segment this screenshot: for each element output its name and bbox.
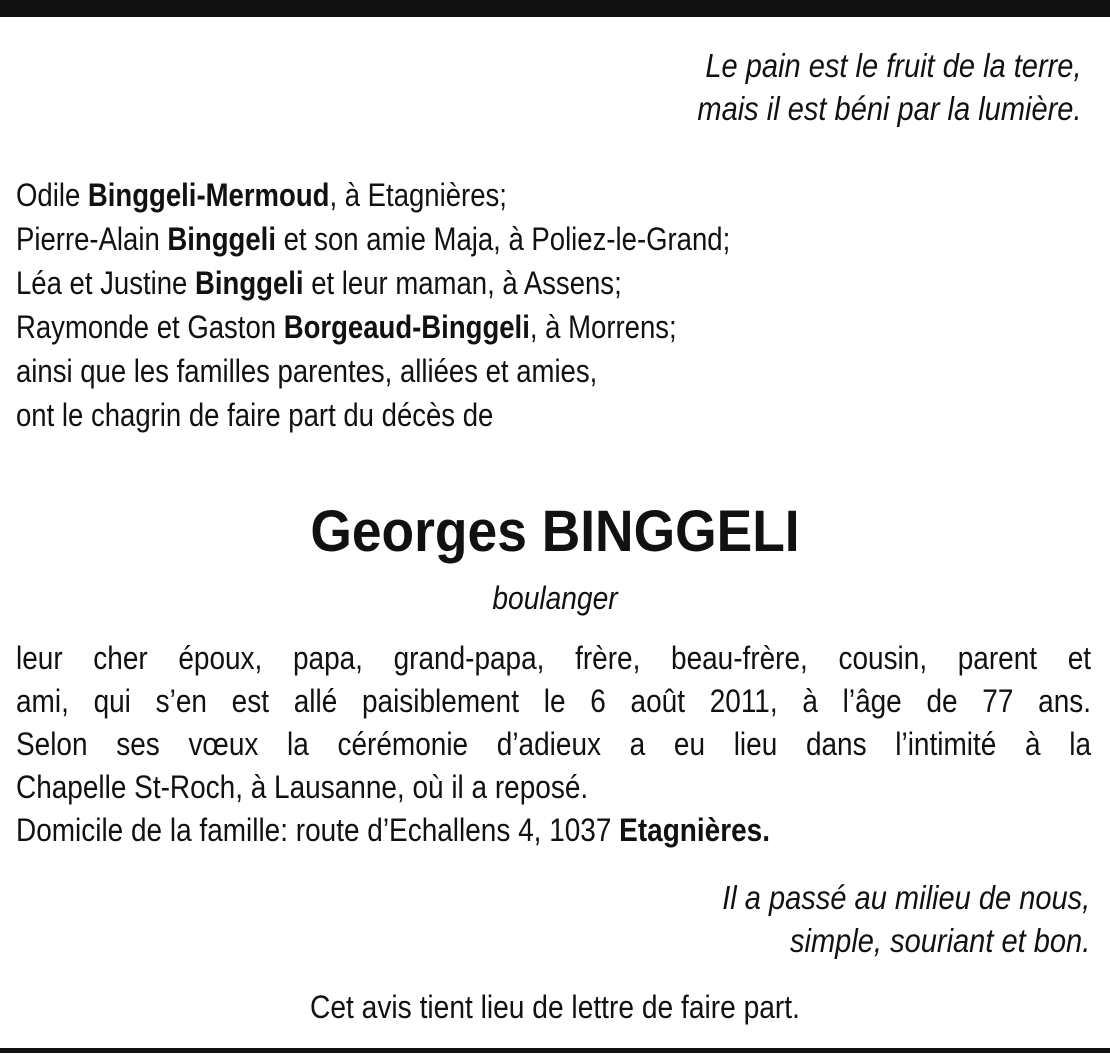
family-line-text: et son amie Maja, à Poliez-le-Grand; [275, 221, 731, 257]
domicile-place: Etagnières. [619, 812, 770, 848]
body-line: Selon ses vœux la cérémonie d’adieux a eu lieu dans l’intimité à la [16, 726, 1092, 762]
epigraph-top-line: mais il est béni par la lumière. [697, 90, 1082, 127]
family-line [16, 217, 730, 261]
family-line-text: , à Morrens; [529, 309, 677, 345]
top-rule [0, 0, 1110, 17]
family-line-text: Léa et Justine [16, 265, 196, 301]
family-name: Borgeaud-Binggeli [283, 309, 530, 345]
profession: boulanger [492, 580, 618, 616]
family-line [16, 393, 730, 437]
body-line: Chapelle St-Roch, à Lausanne, où il a reposé. [16, 769, 589, 805]
family-line [16, 305, 730, 349]
footer-note: Cet avis tient lieu de lettre de faire part. [310, 989, 800, 1025]
body-line: ami, qui s’en est allé paisiblement le 6 août 2011, à l’âge de 77 ans. [16, 683, 1092, 719]
family-line [16, 261, 730, 305]
epigraph-top [698, 44, 1082, 130]
body-line: leur cher époux, papa, grand-papa, frère, beau-frère, cousin, parent et [16, 640, 1092, 676]
epigraph-bottom [722, 876, 1090, 962]
family-line-text: , à Etagnières; [329, 177, 507, 213]
family-line-text: Raymonde et Gaston [16, 309, 284, 345]
epigraph-top-line: Le pain est le fruit de la terre, [705, 47, 1082, 84]
family-line-text: ainsi que les familles parentes, alliées et amies, [16, 353, 598, 389]
family-name: Binggeli-Mermoud [87, 177, 330, 213]
announcement-body [16, 637, 1091, 852]
epigraph-bottom-line: Il a passé au milieu de nous, [721, 879, 1090, 916]
epigraph-bottom-line: simple, souriant et bon. [789, 922, 1090, 959]
domicile-line [16, 809, 1091, 852]
family-line-text: Odile [16, 177, 88, 213]
family-line [16, 349, 730, 393]
family-line-text: et leur maman, à Assens; [303, 265, 622, 301]
family-name: Binggeli [167, 221, 276, 257]
deceased-name: Georges BINGGELI [310, 499, 800, 564]
family-list [16, 173, 730, 437]
family-name: Binggeli [195, 265, 304, 301]
bottom-rule [0, 1048, 1110, 1053]
family-line [16, 173, 730, 217]
family-line-text: Pierre-Alain [16, 221, 168, 257]
family-line-text: ont le chagrin de faire part du décès de [16, 397, 494, 433]
domicile-text: Domicile de la famille: route d’Echallens 4, 1037 [16, 812, 620, 848]
